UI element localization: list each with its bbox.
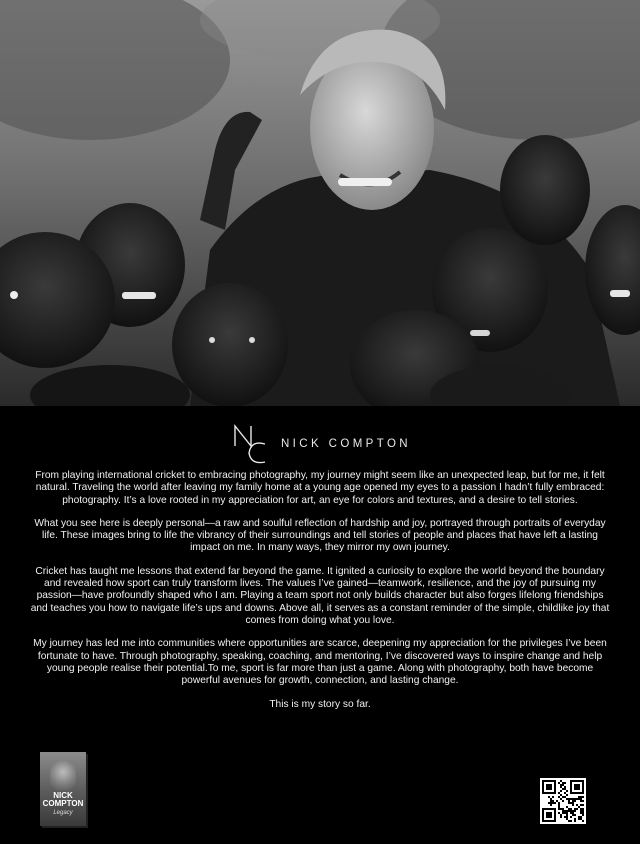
paragraph-3: Cricket has taught me lessons that extend far beyond the game. It ignited a curiosity to explore the world beyond the boundary and revealed how sport can truly transform lives. The values I’ve gained—teamwork, resilience, and the joy of pursuing my passion—have profoundly shaped who I am. Playing a team sport not only builds character but also forges lifelong friendships and teaches you how to navigate life’s ups and downs. Above all, it serves as a constant reminder of the simple, childlike joy that comes from doing what you love.: [30, 565, 610, 626]
paragraph-2: What you see here is deeply personal—a raw and soulful reflection of hardship and joy, portrayed through portraits of everyday life. These images bring to life the vibrancy of their surroundings and tell stories of people and places that have left a lasting impact on me. In many ways, they mirror my own journey.: [34, 517, 606, 554]
monogram-logo-icon: [229, 422, 269, 466]
brand-logo: [0, 422, 640, 466]
paragraph-1: From playing international cricket to embracing photography, my journey might seem like an unexpected leap, but for me, it felt natural. Traveling the world after leaving my family home at a young age opened my eyes to a passion I hadn’t fully embraced: photography. It’s a love rooted in my appreciation for art, an eye for colors and textures, and a desire to tell stories.: [35, 470, 605, 506]
closing-line: This is my story so far.: [269, 699, 371, 711]
book-title-line2: COMPTON: [42, 799, 84, 808]
book-cover: [40, 752, 86, 826]
book-title-line1: NICK: [53, 791, 73, 800]
qr-code-icon: [542, 780, 584, 822]
qr-code[interactable]: [540, 778, 586, 824]
book-subtitle: Legacy: [53, 810, 73, 816]
paragraph-4: My journey has led me into communities where opportunities are scarce, deepening my appreciation for the privileges I’ve been fortunate to have. Through photography, speaking, coaching, and mentoring, I’ve discovered ways to inspire change and help young people realise their potential.To me, sport is far more than just a game. Along with photography, both have become powerful avenues for growth, connection, and lasting change.: [33, 638, 607, 687]
story-text: [30, 470, 610, 723]
hero-photo: [0, 0, 640, 406]
brand-name: NICK COMPTON: [280, 438, 412, 450]
book-portrait-icon: [50, 760, 76, 790]
